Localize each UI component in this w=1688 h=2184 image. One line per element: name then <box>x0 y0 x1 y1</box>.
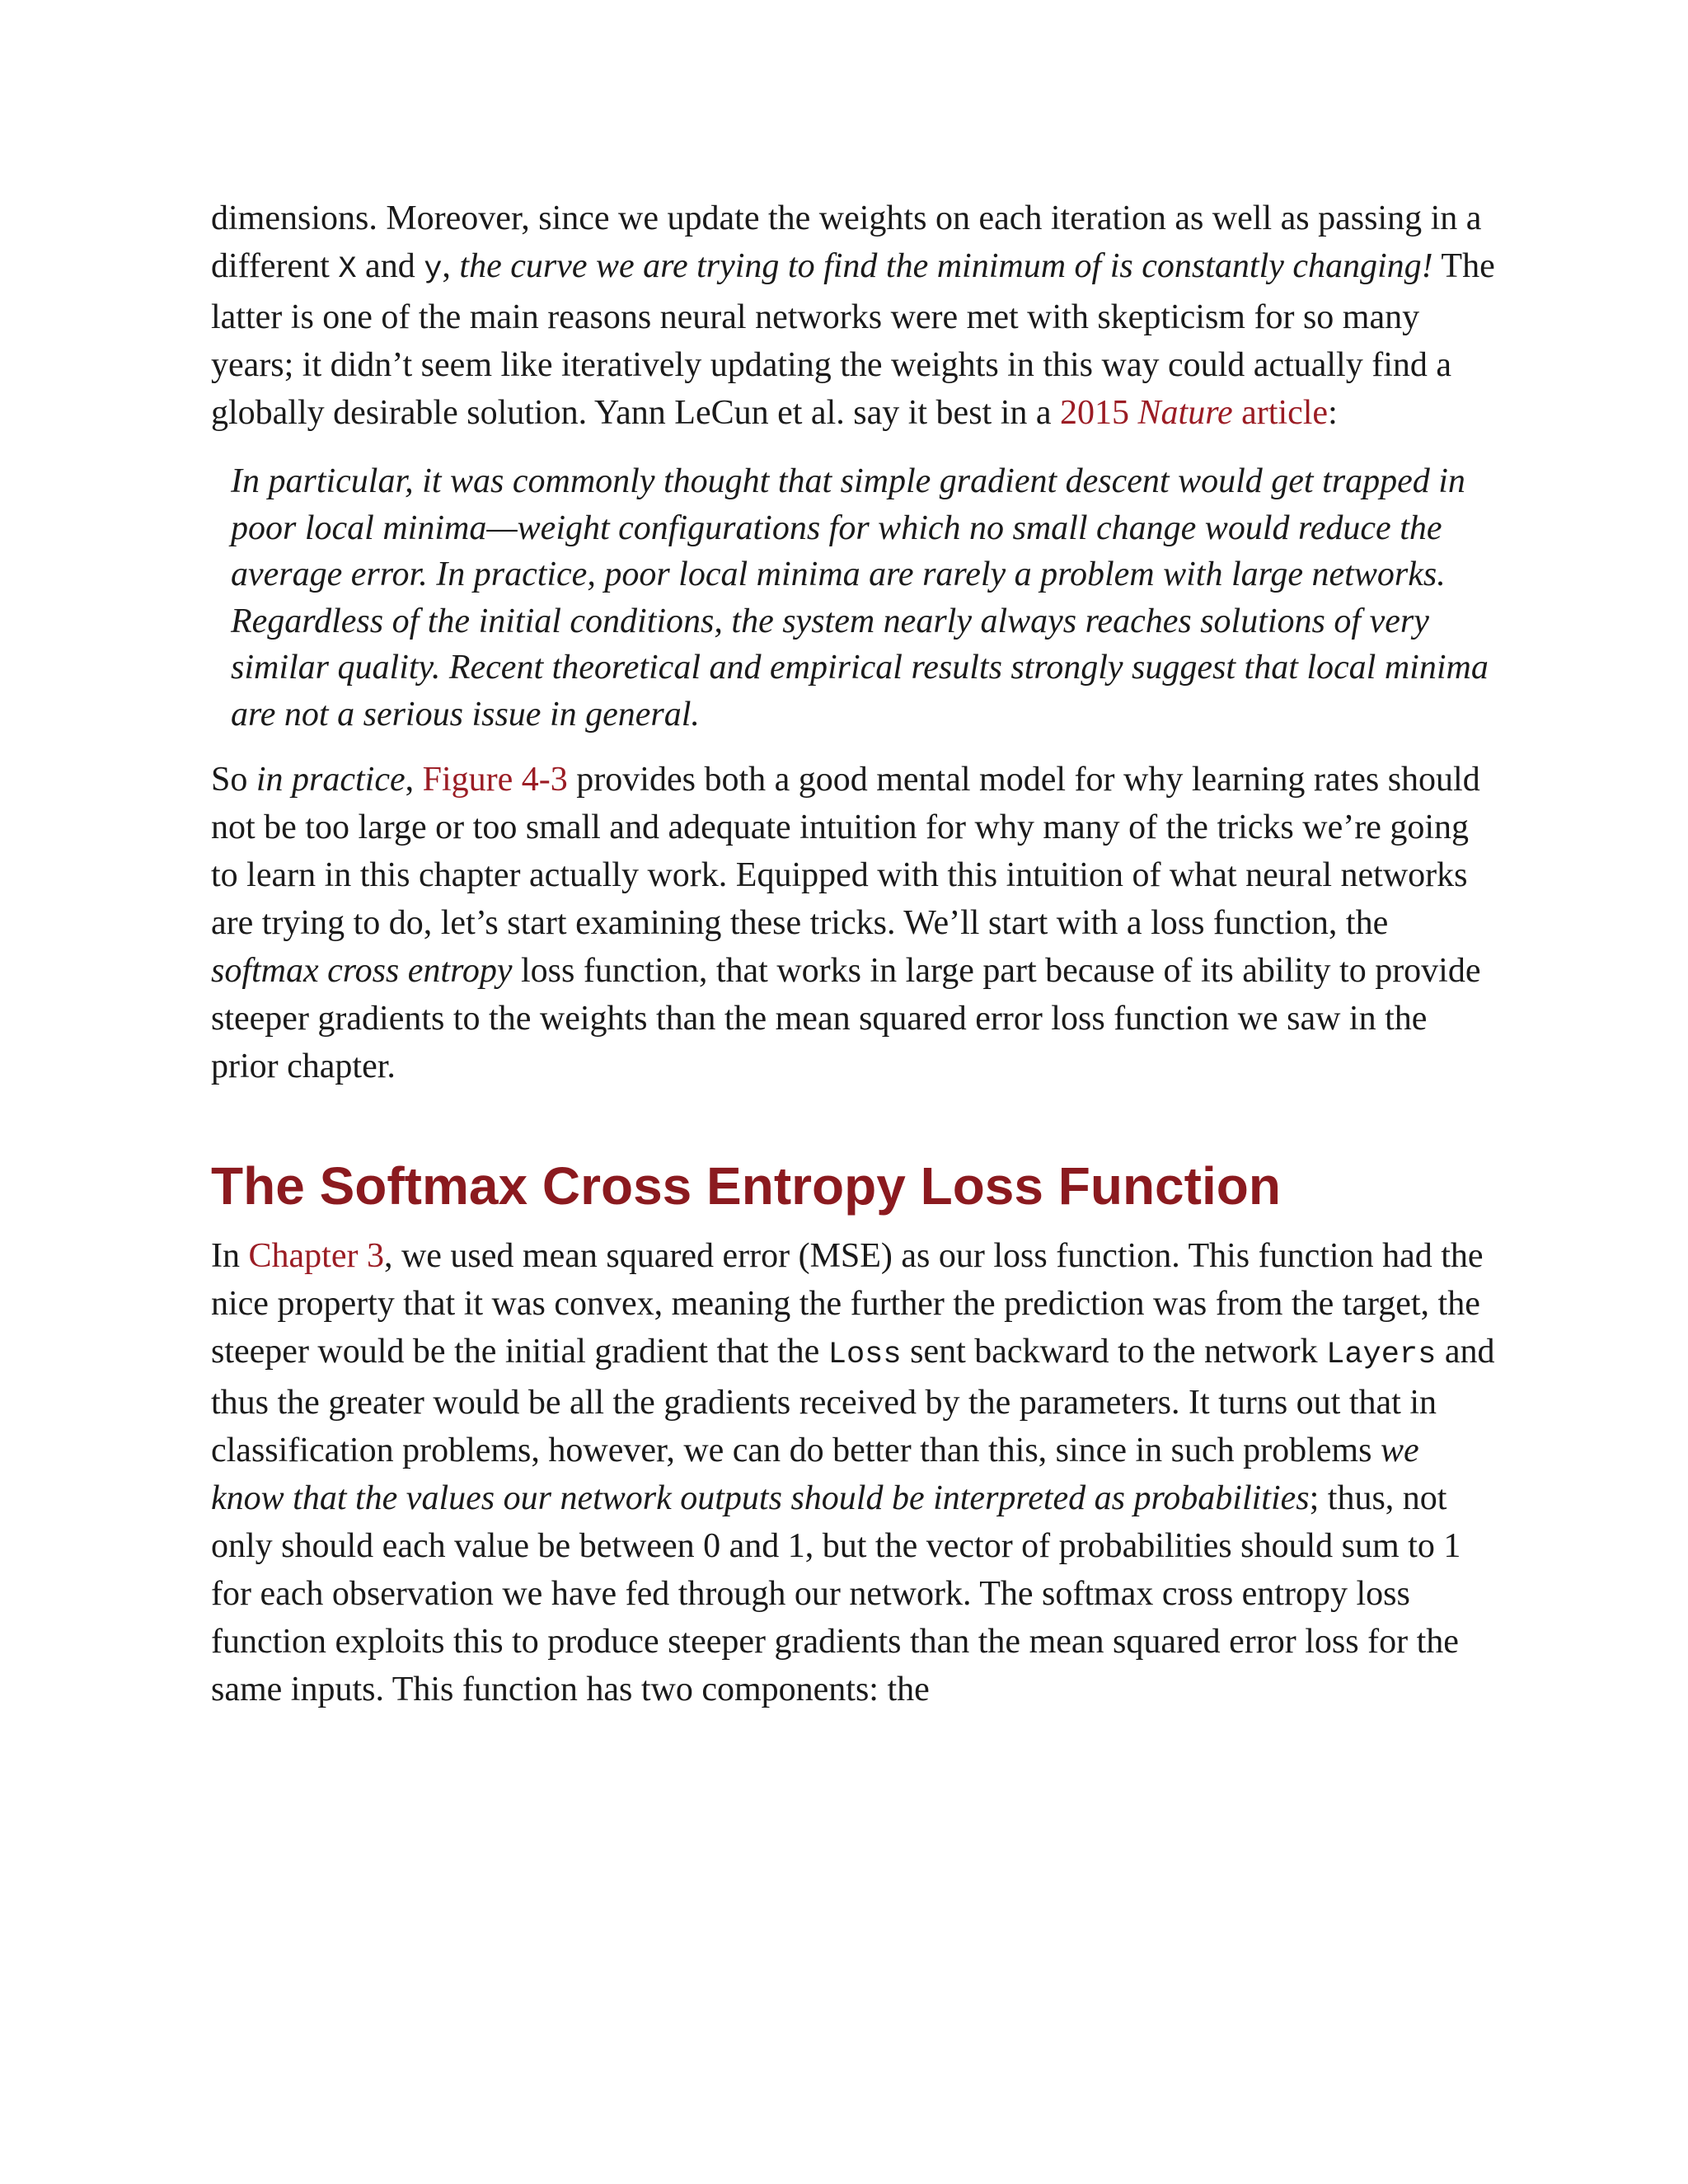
nature-article-link[interactable]: 2015 Nature article <box>1060 394 1329 432</box>
code-y: y <box>424 252 443 287</box>
lecun-quote: In particular, it was commonly thought that simple gradient descent would get trapped in poor local minima—weight configurations for which no small change would reduce the average error. In practice, poor local minima are rarely a problem with large networks. Regardless of the initial conditions, the system nearly always reaches solutions of very similar quality. Recent theoretical and empirical results strongly suggest that local minima are not a serious issue in general. <box>231 462 1489 733</box>
practice-paragraph: So in practice, Figure 4-3 provides both a good mental model for why learning rates should not be too large or too small and adequate intuition for why many of the tricks we’re going to learn in this chapter actually work. Equipped with this intuition of what neural networks are trying to do, let’s start examining these tricks. We’ll start with a loss function, the softmax cross entropy loss function, that works in large part because of its ability to provide steeper gradients to the weights than the mean squared error loss function we saw in the prior chapter. <box>211 761 1481 1085</box>
chapter-3-link[interactable]: Chapter 3 <box>248 1237 384 1275</box>
emphasis-changing-curve: the curve we are trying to find the minimum of is constantly changing! <box>459 247 1433 285</box>
code-layers: Layers <box>1326 1338 1437 1372</box>
code-loss: Loss <box>828 1338 902 1372</box>
section-heading: The Softmax Cross Entropy Loss Function <box>211 1156 1281 1216</box>
figure-4-3-link[interactable]: Figure 4-3 <box>422 761 568 799</box>
softmax-paragraph: In Chapter 3, we used mean squared error (MSE) as our loss function. This function had the nice property that it was convex, meaning the further the prediction was from the target, the steeper would be the initial gradient that the Loss sent backward to the network Layers and thus the greater would be all the gradients received by the parameters. It turns out that in classification problems, however, we can do better than this, since in such problems we know that the values our network outputs should be interpreted as probabilities; thus, not only should each value be between 0 and 1, but the vector of probabilities should sum to 1 for each observation we have fed through our network. The softmax cross entropy loss function exploits this to produce steeper gradients than the mean squared error loss for the same inputs. This function has two components: the <box>211 1237 1495 1708</box>
intro-paragraph: dimensions. Moreover, since we update the weights on each iteration as well as passing in a different X and y, the curve we are trying to find the minimum of is constantly changing! The latter is one of the main reasons neural networks were met with skepticism for so many years; it didn’t seem like iteratively updating the weights in this way could actually find a globally desirable solution. Yann LeCun et al. say it best in a 2015 Nature article: <box>211 199 1495 432</box>
document-page <box>211 194 1497 1728</box>
code-x: X <box>338 252 357 287</box>
